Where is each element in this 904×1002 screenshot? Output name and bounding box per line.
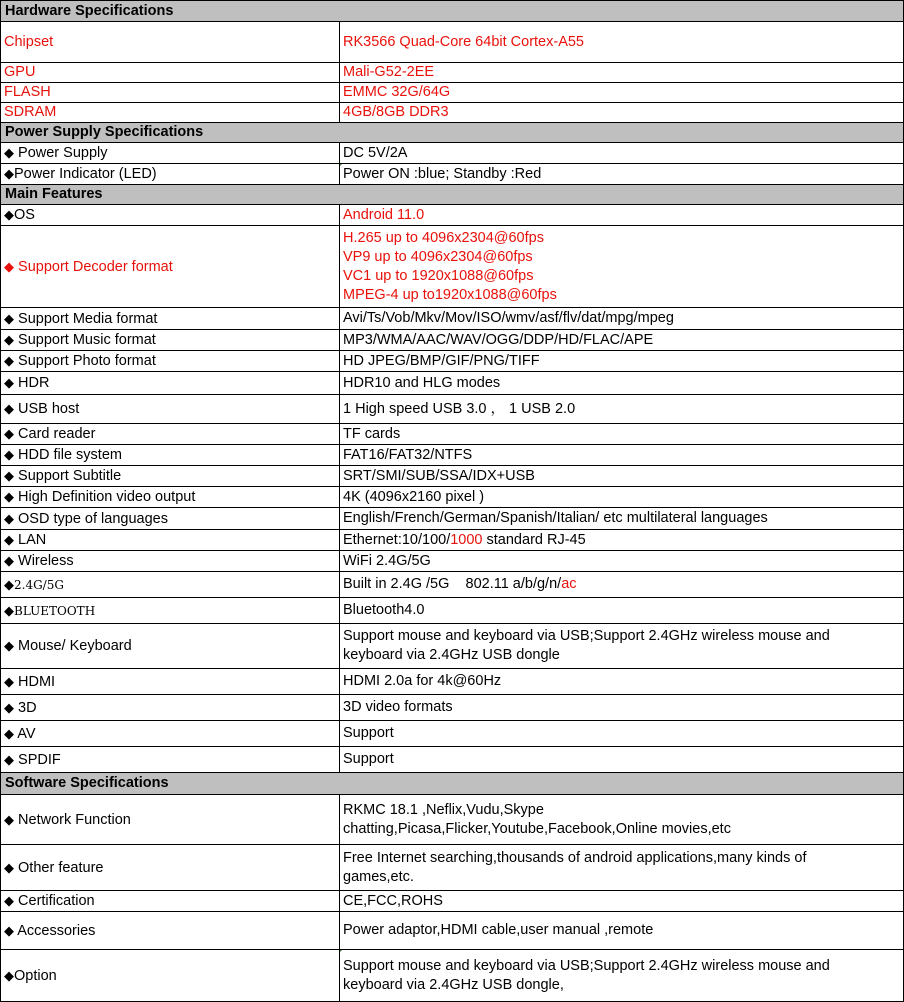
spec-value: Avi/Ts/Vob/Mkv/Mov/ISO/wmv/asf/flv/dat/mpg/mpeg [340, 308, 904, 330]
spec-value: WiFi 2.4G/5G [340, 551, 904, 572]
section-row-features [1, 185, 904, 205]
spec-row-media [1, 308, 904, 330]
spec-label-cell [1, 891, 340, 912]
spec-label: Support Music format [14, 332, 156, 348]
spec-label: OSD type of languages [14, 510, 168, 527]
diamond-bullet-icon: ◆ [4, 602, 14, 618]
section-row-power [1, 123, 904, 143]
spec-row-usb [1, 395, 904, 424]
spec-value: TF cards [340, 424, 904, 445]
spec-row-photo [1, 351, 904, 372]
spec-row-gpu [1, 63, 904, 83]
spec-row-hdr [1, 372, 904, 395]
spec-label: AV [14, 725, 36, 742]
spec-row-accessories [1, 912, 904, 950]
spec-label: Support Subtitle [14, 468, 122, 484]
spec-row-subtitle [1, 466, 904, 487]
spec-label: HDMI [14, 673, 56, 690]
spec-row-card [1, 424, 904, 445]
spec-value: Android 11.0 [340, 205, 904, 226]
diamond-bullet-icon: ◆ [4, 426, 14, 441]
diamond-bullet-icon: ◆ [4, 489, 14, 504]
section-title-hardware: Hardware Specifications [1, 1, 904, 22]
spec-value: Power ON :blue; Standby :Red [340, 164, 904, 185]
spec-row-chipset [1, 22, 904, 63]
spec-label-cell [1, 695, 340, 721]
spec-row-cert [1, 891, 904, 912]
spec-row-band [1, 572, 904, 598]
lan-value-highlight: 1000 [450, 531, 483, 548]
spec-value-cell [340, 845, 904, 891]
diamond-bullet-icon: ◆ [4, 638, 14, 653]
spec-row-music [1, 330, 904, 351]
diamond-bullet-icon: ◆ [4, 375, 14, 390]
band-value-part: Built in 2.4G /5G 802.11 a/b/g/n/ [343, 576, 562, 592]
spec-label-cell [1, 669, 340, 695]
spec-label: Support Decoder format [14, 258, 173, 275]
spec-value: 3D video formats [340, 695, 904, 721]
spec-label-cell [1, 572, 340, 598]
spec-value: HDMI 2.0a for 4k@60Hz [340, 669, 904, 695]
value-line: keyboard via 2.4GHz USB dongle, [343, 976, 564, 993]
value-line: Support mouse and keyboard via USB;Support 2.4GHz wireless mouse and [343, 957, 830, 974]
spec-row-power-supply [1, 143, 904, 164]
spec-value: Support [340, 721, 904, 747]
spec-label: Chipset [1, 22, 340, 63]
diamond-bullet-icon: ◆ [4, 673, 14, 689]
spec-row-other [1, 845, 904, 891]
spec-label-cell [1, 395, 340, 424]
spec-row-osd [1, 508, 904, 530]
spec-value-cell [340, 226, 904, 308]
spec-label-cell [1, 330, 340, 351]
spec-label-cell [1, 795, 340, 845]
diamond-bullet-icon: ◆ [4, 859, 14, 875]
spec-value-cell [340, 795, 904, 845]
spec-row-spdif [1, 747, 904, 773]
spec-row-network [1, 795, 904, 845]
diamond-bullet-icon: ◆ [4, 893, 14, 908]
spec-value: Power adaptor,HDMI cable,user manual ,remote [340, 912, 904, 950]
spec-value: HD JPEG/BMP/GIF/PNG/TIFF [340, 351, 904, 372]
spec-label-cell [1, 598, 340, 624]
spec-value: FAT16/FAT32/NTFS [340, 445, 904, 466]
diamond-bullet-icon: ◆ [4, 751, 14, 767]
spec-row-video-out [1, 487, 904, 508]
spec-row-3d [1, 695, 904, 721]
spec-label: Accessories [14, 922, 96, 939]
spec-value-cell [340, 624, 904, 669]
spec-label-cell [1, 508, 340, 530]
spec-value: CE,FCC,ROHS [340, 891, 904, 912]
value-line: Free Internet searching,thousands of android applications,many kinds of [343, 849, 807, 866]
spec-label: Card reader [14, 426, 96, 442]
lan-value-part: Ethernet:10/100/ [343, 531, 451, 548]
spec-label-cell [1, 721, 340, 747]
spec-label: SDRAM [1, 103, 340, 123]
spec-label-cell [1, 372, 340, 395]
spec-label: Other feature [14, 859, 104, 876]
spec-row-sdram [1, 103, 904, 123]
spec-label-cell [1, 912, 340, 950]
spec-label: 2.4G/5G [14, 577, 64, 592]
spec-label: Mouse/ Keyboard [14, 638, 132, 654]
spec-row-hdd [1, 445, 904, 466]
spec-value: 1 High speed USB 3.0 ， 1 USB 2.0 [340, 395, 904, 424]
spec-value: Mali-G52-2EE [340, 63, 904, 83]
diamond-bullet-icon: ◆ [4, 811, 14, 827]
spec-label-cell [1, 424, 340, 445]
diamond-bullet-icon: ◆ [4, 447, 14, 462]
band-value-highlight: ac [561, 576, 577, 592]
decoder-line: VP9 up to 4096x2304@60fps [343, 248, 533, 265]
spec-label: USB host [14, 401, 80, 417]
spec-label-cell [1, 226, 340, 308]
spec-label: HDD file system [14, 447, 122, 463]
value-line: chatting,Picasa,Flicker,Youtube,Facebook,Online movies,etc [343, 820, 731, 837]
diamond-bullet-icon: ◆ [4, 532, 14, 547]
spec-label: Network Function [14, 811, 131, 828]
diamond-bullet-icon: ◆ [4, 967, 14, 983]
spec-value: 4GB/8GB DDR3 [340, 103, 904, 123]
diamond-bullet-icon: ◆ [4, 353, 14, 368]
value-line: games,etc. [343, 868, 414, 885]
spec-label: LAN [14, 532, 47, 548]
lan-value-part: standard RJ-45 [482, 531, 586, 548]
spec-label-cell [1, 530, 340, 551]
diamond-bullet-icon: ◆ [4, 576, 14, 592]
spec-label: Certification [14, 893, 95, 909]
spec-row-power-indicator [1, 164, 904, 185]
spec-label-cell [1, 624, 340, 669]
diamond-bullet-icon: ◆ [4, 401, 14, 416]
spec-value: EMMC 32G/64G [340, 83, 904, 103]
spec-row-os [1, 205, 904, 226]
spec-value: RK3566 Quad-Core 64bit Cortex-A55 [340, 22, 904, 63]
spec-label: BLUETOOTH [14, 603, 96, 618]
spec-row-av [1, 721, 904, 747]
spec-row-flash [1, 83, 904, 103]
section-title-power: Power Supply Specifications [1, 123, 904, 143]
spec-row-mouse [1, 624, 904, 669]
spec-value: DC 5V/2A [340, 143, 904, 164]
diamond-bullet-icon: ◆ [4, 166, 14, 181]
spec-label: Power Supply [14, 145, 108, 161]
spec-label: Wireless [14, 553, 74, 569]
spec-value: SRT/SMI/SUB/SSA/IDX+USB [340, 466, 904, 487]
spec-label-cell [1, 351, 340, 372]
diamond-bullet-icon: ◆ [4, 145, 14, 160]
spec-label: 3D [14, 699, 37, 716]
section-title-features: Main Features [1, 185, 904, 205]
value-line: keyboard via 2.4GHz USB dongle [343, 647, 560, 663]
spec-label-cell [1, 143, 340, 164]
decoder-line: MPEG-4 up to1920x1088@60fps [343, 286, 557, 303]
section-row-software [1, 773, 904, 795]
spec-value: MP3/WMA/AAC/WAV/OGG/DDP/HD/FLAC/APE [340, 330, 904, 351]
spec-value: HDR10 and HLG modes [340, 372, 904, 395]
diamond-bullet-icon: ◆ [4, 310, 14, 326]
diamond-bullet-icon: ◆ [4, 725, 14, 741]
spec-value: Support [340, 747, 904, 773]
spec-label: Support Photo format [14, 353, 156, 369]
spec-value: Bluetooth4.0 [340, 598, 904, 624]
spec-label: Support Media format [14, 310, 158, 327]
spec-label-cell [1, 205, 340, 226]
spec-label-cell [1, 747, 340, 773]
spec-value-cell [340, 530, 904, 551]
section-title-software: Software Specifications [1, 773, 904, 795]
spec-label-cell [1, 551, 340, 572]
spec-row-wireless [1, 551, 904, 572]
diamond-bullet-icon: ◆ [4, 332, 14, 347]
section-row-hardware [1, 1, 904, 22]
spec-label: Option [14, 967, 57, 984]
spec-label-cell [1, 445, 340, 466]
spec-label: OS [14, 207, 35, 223]
spec-label-cell [1, 308, 340, 330]
spec-label: High Definition video output [14, 489, 196, 505]
spec-value-cell [340, 572, 904, 598]
diamond-bullet-icon: ◆ [4, 258, 14, 274]
spec-row-bluetooth [1, 598, 904, 624]
spec-label-cell [1, 845, 340, 891]
spec-label: FLASH [1, 83, 340, 103]
diamond-bullet-icon: ◆ [4, 553, 14, 568]
spec-value: English/French/German/Spanish/Italian/ etc multilateral languages [340, 508, 904, 530]
spec-label: HDR [14, 375, 50, 391]
spec-label: GPU [1, 63, 340, 83]
spec-label-cell [1, 466, 340, 487]
diamond-bullet-icon: ◆ [4, 207, 14, 222]
diamond-bullet-icon: ◆ [4, 699, 14, 715]
spec-row-lan [1, 530, 904, 551]
spec-value: 4K (4096x2160 pixel ) [340, 487, 904, 508]
spec-row-hdmi [1, 669, 904, 695]
spec-label-cell [1, 487, 340, 508]
decoder-line: H.265 up to 4096x2304@60fps [343, 229, 544, 246]
diamond-bullet-icon: ◆ [4, 510, 14, 526]
spec-label-cell [1, 164, 340, 185]
spec-row-decoder [1, 226, 904, 308]
decoder-line: VC1 up to 1920x1088@60fps [343, 267, 534, 284]
diamond-bullet-icon: ◆ [4, 922, 14, 938]
spec-label: SPDIF [14, 751, 61, 768]
value-line: Support mouse and keyboard via USB;Support 2.4GHz wireless mouse and [343, 628, 830, 644]
diamond-bullet-icon: ◆ [4, 468, 14, 483]
value-line: RKMC 18.1 ,Neflix,Vudu,Skype [343, 801, 544, 818]
spec-label: Power Indicator (LED) [14, 166, 157, 182]
